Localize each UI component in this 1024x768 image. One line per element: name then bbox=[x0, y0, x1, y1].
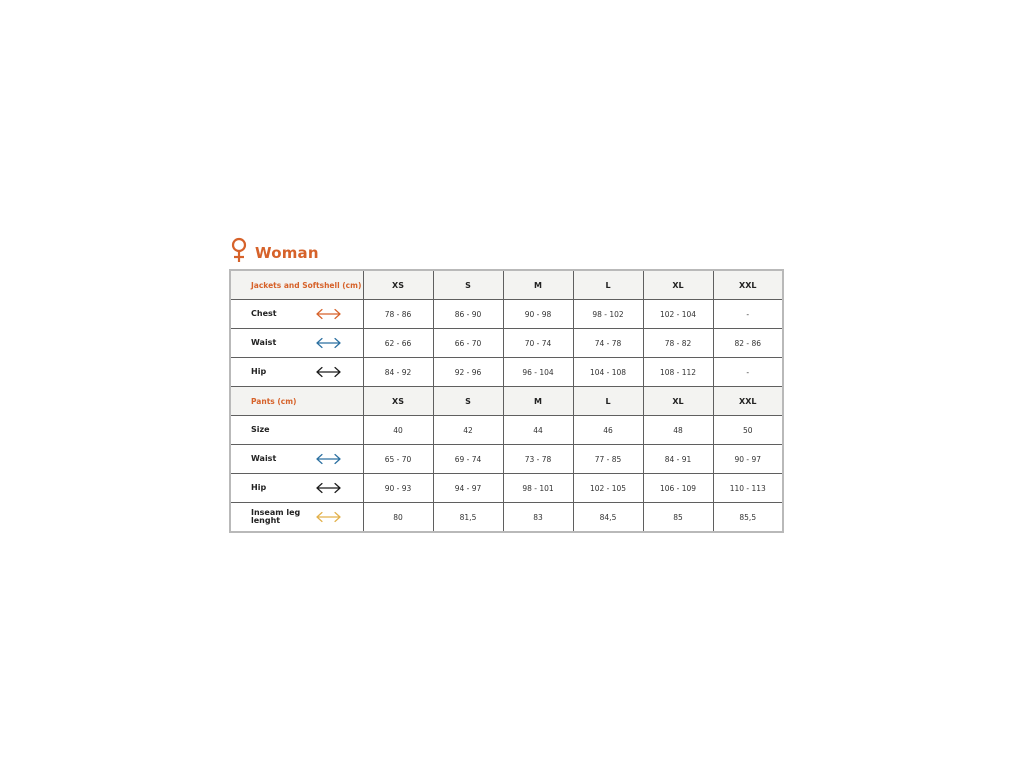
table-cell: 50 bbox=[713, 416, 783, 445]
table-cell: 102 - 105 bbox=[573, 474, 643, 503]
table-cell: 96 - 104 bbox=[503, 358, 573, 387]
row-label-cell bbox=[230, 358, 363, 387]
row-label: Hip bbox=[251, 366, 267, 376]
heading bbox=[230, 236, 319, 264]
table-cell: - bbox=[713, 300, 783, 329]
table-cell: 73 - 78 bbox=[503, 445, 573, 474]
table-cell: 110 - 113 bbox=[713, 474, 783, 503]
row-label: Chest bbox=[251, 308, 277, 318]
table-cell: 102 - 104 bbox=[643, 300, 713, 329]
table-cell: 98 - 101 bbox=[503, 474, 573, 503]
pants-size-header: M bbox=[503, 387, 573, 416]
table-row bbox=[230, 445, 783, 474]
table-cell: 44 bbox=[503, 416, 573, 445]
pants-size-header: S bbox=[433, 387, 503, 416]
row-label: Hip bbox=[251, 482, 267, 492]
row-label-cell bbox=[230, 474, 363, 503]
table-cell: 90 - 97 bbox=[713, 445, 783, 474]
table-cell: 80 bbox=[363, 503, 433, 533]
female-symbol-icon bbox=[230, 237, 248, 263]
jackets-size-header: L bbox=[573, 270, 643, 300]
table-row bbox=[230, 474, 783, 503]
jackets-size-header: XXL bbox=[713, 270, 783, 300]
pants-section-label: Pants (cm) bbox=[251, 396, 297, 406]
table-cell: 94 - 97 bbox=[433, 474, 503, 503]
table-cell: 70 - 74 bbox=[503, 329, 573, 358]
table-cell: 83 bbox=[503, 503, 573, 533]
row-label-cell bbox=[230, 445, 363, 474]
table-cell: - bbox=[713, 358, 783, 387]
table-row bbox=[230, 300, 783, 329]
page-title: Woman bbox=[255, 244, 319, 262]
table-cell: 42 bbox=[433, 416, 503, 445]
table-row bbox=[230, 416, 783, 445]
table-cell: 40 bbox=[363, 416, 433, 445]
table-cell: 84 - 92 bbox=[363, 358, 433, 387]
table-cell: 92 - 96 bbox=[433, 358, 503, 387]
row-label: Waist bbox=[251, 337, 277, 347]
row-label: Waist bbox=[251, 453, 277, 463]
table-cell: 85,5 bbox=[713, 503, 783, 533]
jackets-size-header: M bbox=[503, 270, 573, 300]
table-cell: 78 - 82 bbox=[643, 329, 713, 358]
double-arrow-icon bbox=[316, 308, 341, 320]
table-cell: 90 - 93 bbox=[363, 474, 433, 503]
pants-size-header: L bbox=[573, 387, 643, 416]
table-row bbox=[230, 503, 783, 533]
jackets-section-cell bbox=[230, 270, 363, 300]
table-cell: 82 - 86 bbox=[713, 329, 783, 358]
jackets-header-row bbox=[230, 270, 783, 300]
table-cell: 85 bbox=[643, 503, 713, 533]
table-cell: 84 - 91 bbox=[643, 445, 713, 474]
table-cell: 81,5 bbox=[433, 503, 503, 533]
jackets-size-header: XS bbox=[363, 270, 433, 300]
table-cell: 108 - 112 bbox=[643, 358, 713, 387]
table-cell: 65 - 70 bbox=[363, 445, 433, 474]
table-cell: 48 bbox=[643, 416, 713, 445]
pants-size-header: XL bbox=[643, 387, 713, 416]
table-cell: 84,5 bbox=[573, 503, 643, 533]
table-cell: 69 - 74 bbox=[433, 445, 503, 474]
row-label: Inseam leg lenght bbox=[251, 507, 301, 525]
double-arrow-icon bbox=[316, 366, 341, 378]
pants-size-header: XS bbox=[363, 387, 433, 416]
row-label-cell bbox=[230, 416, 363, 445]
table-cell: 62 - 66 bbox=[363, 329, 433, 358]
double-arrow-icon bbox=[316, 453, 341, 465]
jackets-section-label: Jackets and Softshell (cm) bbox=[251, 280, 362, 290]
pants-header-row bbox=[230, 387, 783, 416]
row-label-cell bbox=[230, 300, 363, 329]
table-cell: 77 - 85 bbox=[573, 445, 643, 474]
table-cell: 90 - 98 bbox=[503, 300, 573, 329]
pants-section-cell bbox=[230, 387, 363, 416]
table-row bbox=[230, 329, 783, 358]
table-cell: 66 - 70 bbox=[433, 329, 503, 358]
table-cell: 78 - 86 bbox=[363, 300, 433, 329]
size-table bbox=[229, 269, 784, 533]
double-arrow-icon bbox=[316, 511, 341, 523]
double-arrow-icon bbox=[316, 337, 341, 349]
double-arrow-icon bbox=[316, 482, 341, 494]
table-row bbox=[230, 358, 783, 387]
row-label-cell bbox=[230, 329, 363, 358]
jackets-size-header: S bbox=[433, 270, 503, 300]
table-cell: 74 - 78 bbox=[573, 329, 643, 358]
row-label-cell bbox=[230, 503, 363, 533]
jackets-size-header: XL bbox=[643, 270, 713, 300]
row-label: Size bbox=[251, 424, 270, 434]
table-cell: 104 - 108 bbox=[573, 358, 643, 387]
pants-size-header: XXL bbox=[713, 387, 783, 416]
table-cell: 46 bbox=[573, 416, 643, 445]
table-cell: 106 - 109 bbox=[643, 474, 713, 503]
table-cell: 98 - 102 bbox=[573, 300, 643, 329]
table-cell: 86 - 90 bbox=[433, 300, 503, 329]
